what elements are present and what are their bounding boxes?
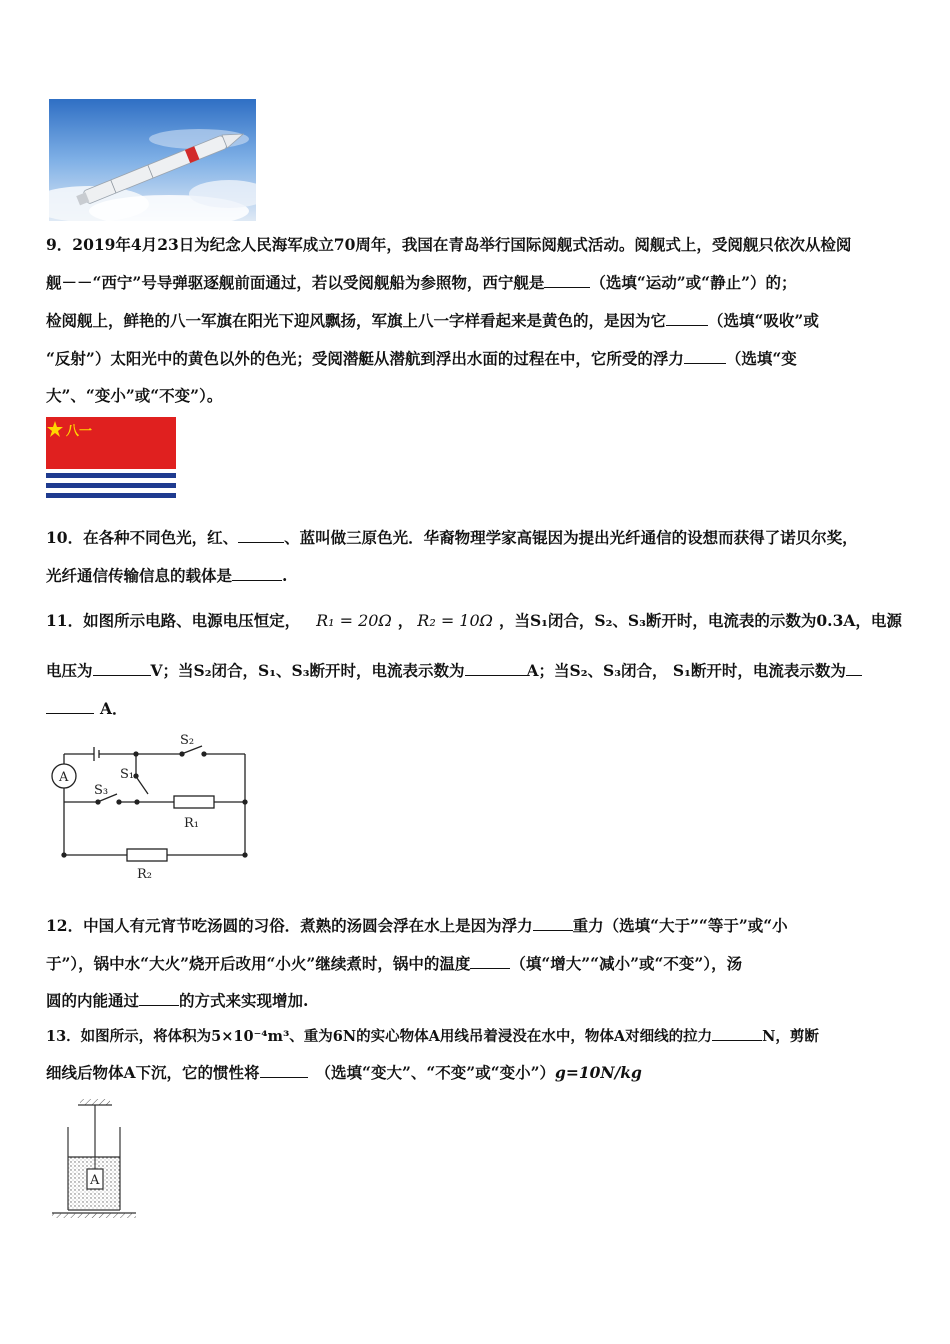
q12-text: 于”），锅中水“大火”烧开后改用“小火”继续煮时，锅中的温度 — [46, 954, 471, 973]
s1-switch-blade — [137, 778, 148, 794]
q9-blank-2[interactable] — [666, 311, 708, 326]
s2-label: S₂ — [180, 733, 195, 748]
q12-line-1 — [46, 916, 788, 936]
q12-line-2 — [46, 954, 742, 974]
r1-formula: R₁ = 20Ω — [316, 611, 392, 630]
ammeter-label: A — [59, 770, 69, 785]
q9-line-1: 9．2019年4月23日为纪念人民海军成立70周年，我国在青岛举行国际阅舰式活动。阅舰式上，受阅舰只依次从检阅 — [46, 235, 852, 254]
q13-text: 13．如图所示，将体积为5×10⁻⁴m³、重为6N的实心物体A用线吊着浸没在水中，物体A对细线的拉力 — [46, 1028, 713, 1045]
q11-line-1 — [46, 611, 902, 631]
q9-text: 检阅舰上，鲜艳的八一军旗在阳光下迎风飘扬，军旗上八一字样看起来是黄色的，是因为它 — [46, 311, 667, 330]
rocket-photo — [49, 99, 256, 221]
q12-text: 的方式来实现增加. — [179, 991, 309, 1010]
q13-line-1 — [46, 1026, 819, 1047]
object-a-label: A — [90, 1173, 100, 1188]
gravity-constant: g=10N/kg — [555, 1063, 642, 1082]
q12-blank-3[interactable] — [139, 991, 179, 1006]
q11-line-2 — [46, 661, 862, 681]
q9-text: （选填“变 — [725, 349, 797, 368]
q10-text: 光纤通信传输信息的载体是 — [46, 566, 233, 585]
q13-text: （选填“变大”、“不变”或“变小”） — [315, 1063, 556, 1082]
q9-line-5: 大”、“变小”或“不变”）。 — [46, 386, 223, 405]
q9-line-3 — [46, 311, 819, 331]
q11-blank-1[interactable] — [93, 661, 151, 676]
q9-text: 舰－－“西宁”号导弹驱逐舰前面通过，若以受阅舰船为参照物，西宁舰是 — [46, 273, 545, 292]
q10-text: 10．在各种不同色光，红、 — [46, 528, 239, 547]
q10-text: . — [282, 566, 288, 585]
flag-text: 八一 — [66, 424, 93, 439]
s1-label: S₁ — [120, 767, 135, 782]
s3-label: S₃ — [94, 783, 109, 798]
q9-line-2 — [46, 273, 797, 293]
q9-blank-3[interactable] — [684, 349, 726, 364]
q10-blank-2[interactable] — [232, 566, 282, 581]
q10-line-2 — [46, 566, 287, 586]
q12-blank-1[interactable] — [533, 916, 573, 931]
beaker-diagram — [50, 1097, 140, 1222]
q13-blank-2[interactable] — [260, 1063, 308, 1078]
q11-text: ，当S₁闭合，S₂、S₃断开时，电流表的示数为0.3A，电源 — [498, 611, 902, 630]
r1-resistor — [174, 796, 214, 808]
q11-blank-3b[interactable] — [46, 699, 94, 714]
q11-blank-2[interactable] — [465, 661, 527, 676]
q11-text: A；当S₂、S₃闭合， S₁断开时，电流表示数为 — [526, 661, 846, 680]
r2-resistor — [127, 849, 167, 861]
q13-line-2 — [46, 1063, 642, 1083]
circuit-diagram — [44, 728, 254, 888]
q11-comma: ， — [397, 611, 414, 630]
q9-line-4 — [46, 349, 797, 369]
q10-line-1 — [46, 528, 858, 548]
r2-formula: R₂ = 10Ω — [417, 611, 493, 630]
q9-text: （选填“吸收”或 — [708, 311, 819, 330]
r1-label: R₁ — [184, 816, 199, 831]
q11-line-3 — [46, 699, 128, 719]
q13-text: 细线后物体A下沉，它的惯性将 — [46, 1063, 260, 1082]
q12-text: 12．中国人有元宵节吃汤圆的习俗．煮熟的汤圆会浮在水上是因为浮力 — [46, 916, 533, 935]
q11-text: 电压为 — [46, 661, 93, 680]
q12-line-3 — [46, 991, 308, 1011]
q13-blank-1[interactable] — [712, 1026, 762, 1041]
q9-text: “反射”）太阳光中的黄色以外的色光；受阅潜艇从潜航到浮出水面的过程在中，它所受的浮力 — [46, 349, 684, 368]
q10-text: 、蓝叫做三原色光．华裔物理学家高锟因为提出光纤通信的设想而获得了诺贝尔奖， — [284, 528, 858, 547]
naval-flag — [46, 417, 176, 499]
q9-text: （选填“运动”或“静止”）的； — [590, 273, 797, 292]
r2-label: R₂ — [137, 867, 152, 882]
q12-text: 重力（选填“大于”“等于”或“小 — [572, 916, 788, 935]
q12-text: （填“增大”“减小”或“不变”），汤 — [510, 954, 743, 973]
q12-blank-2[interactable] — [470, 954, 510, 969]
q12-text: 圆的内能通过 — [46, 991, 140, 1010]
q11-blank-3a[interactable] — [846, 661, 862, 676]
q10-blank-1[interactable] — [238, 528, 284, 543]
q13-text: N，剪断 — [762, 1028, 819, 1045]
q11-text: 11．如图所示电路、电源电压恒定， — [46, 611, 301, 630]
q11-text: A． — [100, 699, 128, 718]
q11-text: V；当S₂闭合，S₁、S₃断开时，电流表示数为 — [150, 661, 465, 680]
q9-blank-1[interactable] — [544, 273, 590, 288]
